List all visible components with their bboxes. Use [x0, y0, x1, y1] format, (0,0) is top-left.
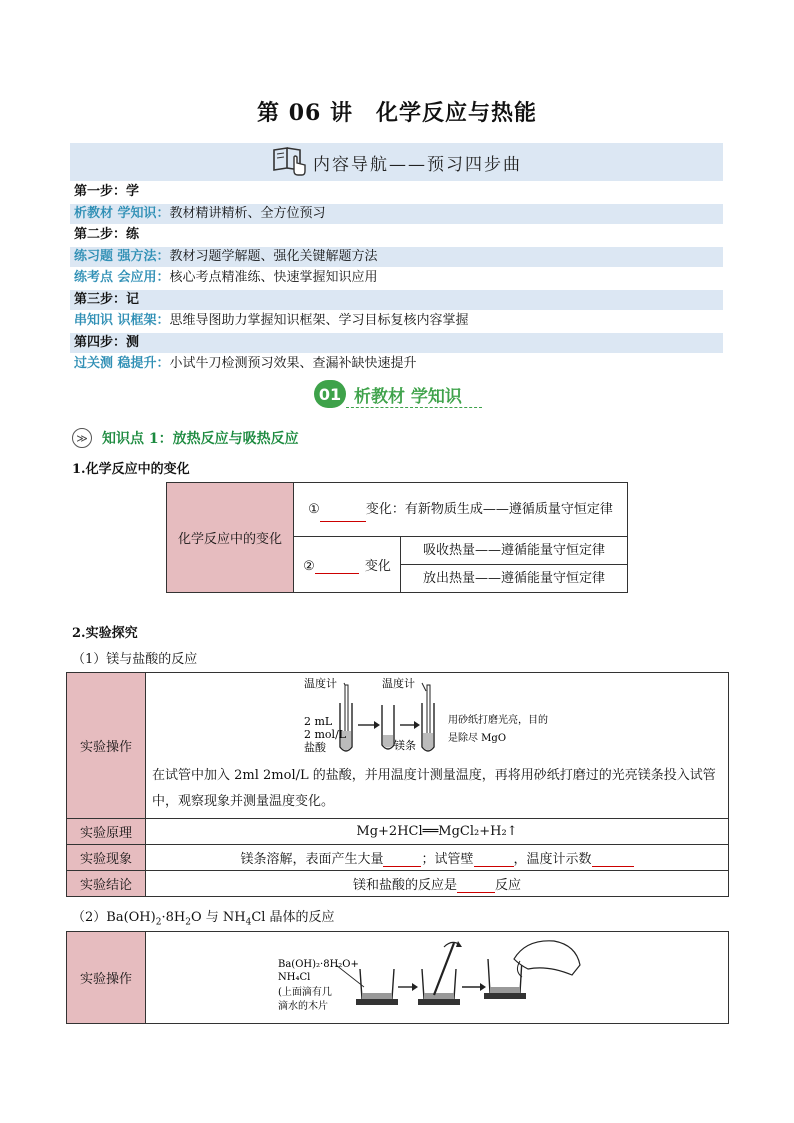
- exp1-principle: Mg+2HCl══MgCl₂+H₂↑: [146, 819, 729, 845]
- change-row-1-text: 变化：有新物质生成——遵循质量守恒定律: [365, 501, 613, 517]
- nav-row: [70, 268, 723, 289]
- nav-highlight: 过关测 稳提升：: [74, 356, 170, 371]
- fig-magnesium: 镁条: [394, 739, 416, 752]
- fig-thermometer-label-1: 温度计: [304, 677, 337, 690]
- con-text-b: 反应: [495, 878, 522, 893]
- exp1-phenomenon-label: 实验现象: [67, 845, 146, 871]
- fig2-line-2: NH₄Cl: [278, 972, 311, 983]
- nav-text: 教材习题学解题、强化关键解题方法: [169, 248, 378, 264]
- chevron-right-icon: ≫: [72, 428, 92, 448]
- exp1-op-label: 实验操作: [67, 673, 146, 819]
- energy-cells: [401, 537, 628, 593]
- change-row-2-text: 变化: [364, 559, 391, 574]
- experiment2-table: [66, 931, 729, 1024]
- blank-1: [320, 507, 366, 522]
- nav-row: [70, 311, 723, 332]
- nav-row: [70, 247, 723, 268]
- nav-text: 教材精讲精析、全方位预习: [169, 205, 326, 221]
- sub2-e: O 与 NH: [190, 910, 246, 925]
- fig2-line-1: Ba(OH)₂·8H₂O+: [278, 959, 359, 970]
- nav-text: 思维导图助力掌握知识框架、学习目标复核内容掌握: [169, 313, 469, 328]
- nav-rows: [70, 182, 723, 375]
- nav-step-label: 第二步：练: [74, 227, 140, 242]
- nav-highlight: 练习题 强方法：: [74, 248, 170, 264]
- change-table-left: 化学反应中的变化: [167, 483, 294, 593]
- nav-highlight: 析教材 学知识：: [74, 205, 170, 221]
- exp1-conclusion: [146, 871, 729, 897]
- blank-reading: [592, 852, 634, 867]
- badge-text: 析教材 学知识: [354, 386, 462, 407]
- nav-step-label: 第三步：记: [74, 291, 140, 307]
- exp1-phenomenon: [146, 845, 729, 871]
- knowledge-point-text: 知识点 1：放热反应与吸热反应: [102, 431, 299, 447]
- blank-gas: [383, 852, 421, 867]
- sub2-f: 4: [245, 917, 252, 928]
- circle-1-mark: ①: [308, 501, 320, 517]
- energy-absorb: 吸收热量——遵循能量守恒定律: [401, 537, 627, 565]
- fig-note-1: 用砂纸打磨光亮，目的: [448, 715, 548, 726]
- nav-step-label: 第四步：测: [74, 334, 140, 350]
- knowledge-point-heading: [72, 428, 299, 448]
- sub2-a: （2）Ba(OH): [72, 910, 156, 925]
- nav-row: [70, 204, 723, 225]
- fig-acid: 盐酸: [304, 741, 326, 754]
- section-badge: [314, 380, 462, 408]
- experiment2-title: [72, 906, 335, 928]
- baoh2-apparatus-figure: [276, 935, 596, 1021]
- ph-text-a: 镁条溶解，表面产生大量: [240, 852, 384, 867]
- nav-header-text: 内容导航——预习四步曲: [313, 154, 522, 175]
- blank-wall: [474, 852, 514, 867]
- exp1-op-cell: [146, 673, 729, 819]
- sub2-b: 2: [155, 917, 162, 928]
- nav-row: [70, 333, 723, 354]
- nav-text: 小试牛刀检测预习效果、查漏补缺快速提升: [169, 356, 417, 371]
- exp1-op-text: 在试管中加入 2ml 2mol/L 的盐酸，并用温度计测量温度，再将用砂纸打磨过的光亮镁条投入试管中，观察现象并测量温度变化。: [152, 768, 716, 809]
- sub2-c: ·8H: [161, 910, 186, 925]
- nav-step-label: 第一步：学: [74, 184, 140, 199]
- change-row-1: [294, 483, 628, 537]
- ph-text-c: ，温度计示数: [513, 852, 592, 867]
- con-text-a: 镁和盐酸的反应是: [352, 878, 457, 893]
- blank-reaction-type: [457, 878, 495, 893]
- energy-release: 放出热量——遵循能量守恒定律: [422, 571, 605, 586]
- nav-row: [70, 182, 723, 203]
- nav-highlight: 练考点 会应用：: [74, 270, 170, 285]
- badge-underline: [346, 407, 482, 408]
- nav-row: [70, 225, 723, 246]
- mg-hcl-apparatus-figure: [298, 675, 738, 761]
- fig-thermometer-label-2: 温度计: [382, 677, 415, 690]
- exp1-principle-label: 实验原理: [67, 819, 146, 845]
- experiment1-title: （1）镁与盐酸的反应: [72, 652, 198, 667]
- fig-concentration: 2 mol/L: [304, 728, 347, 741]
- sub2-g: Cl 晶体的反应: [251, 910, 335, 925]
- circle-2-mark: ②: [303, 559, 315, 574]
- fig-volume: 2 mL: [304, 715, 333, 728]
- sub2-d: 2: [185, 917, 191, 928]
- change-row-2: [294, 537, 401, 593]
- page-title: 第 06 讲 化学反应与热能: [257, 100, 537, 126]
- ph-text-b: ；试管壁: [421, 852, 474, 867]
- nav-row: [70, 354, 723, 375]
- book-hand-icon: [271, 144, 307, 181]
- nav-header: [70, 143, 723, 181]
- content-navigation: [70, 143, 723, 375]
- badge-number: 01: [314, 380, 346, 408]
- fig2-line-3: (上面滴有几: [278, 987, 332, 998]
- section2-heading: 2.实验探究: [72, 626, 138, 641]
- section1-heading: 1.化学反应中的变化: [72, 462, 190, 477]
- experiment1-table: [66, 672, 729, 897]
- nav-row: [70, 290, 723, 311]
- change-table: [166, 482, 628, 593]
- exp2-op-cell: [146, 932, 729, 1024]
- fig-note-2: 是除尽 MgO: [448, 733, 507, 744]
- nav-text: 核心考点精准练、快速掌握知识应用: [169, 270, 378, 285]
- blank-2: [315, 559, 359, 574]
- exp2-op-label: 实验操作: [67, 932, 146, 1024]
- fig2-line-4: 滴水的木片: [278, 1001, 328, 1012]
- nav-highlight: 串知识 识框架：: [74, 313, 170, 328]
- exp1-conclusion-label: 实验结论: [67, 871, 146, 897]
